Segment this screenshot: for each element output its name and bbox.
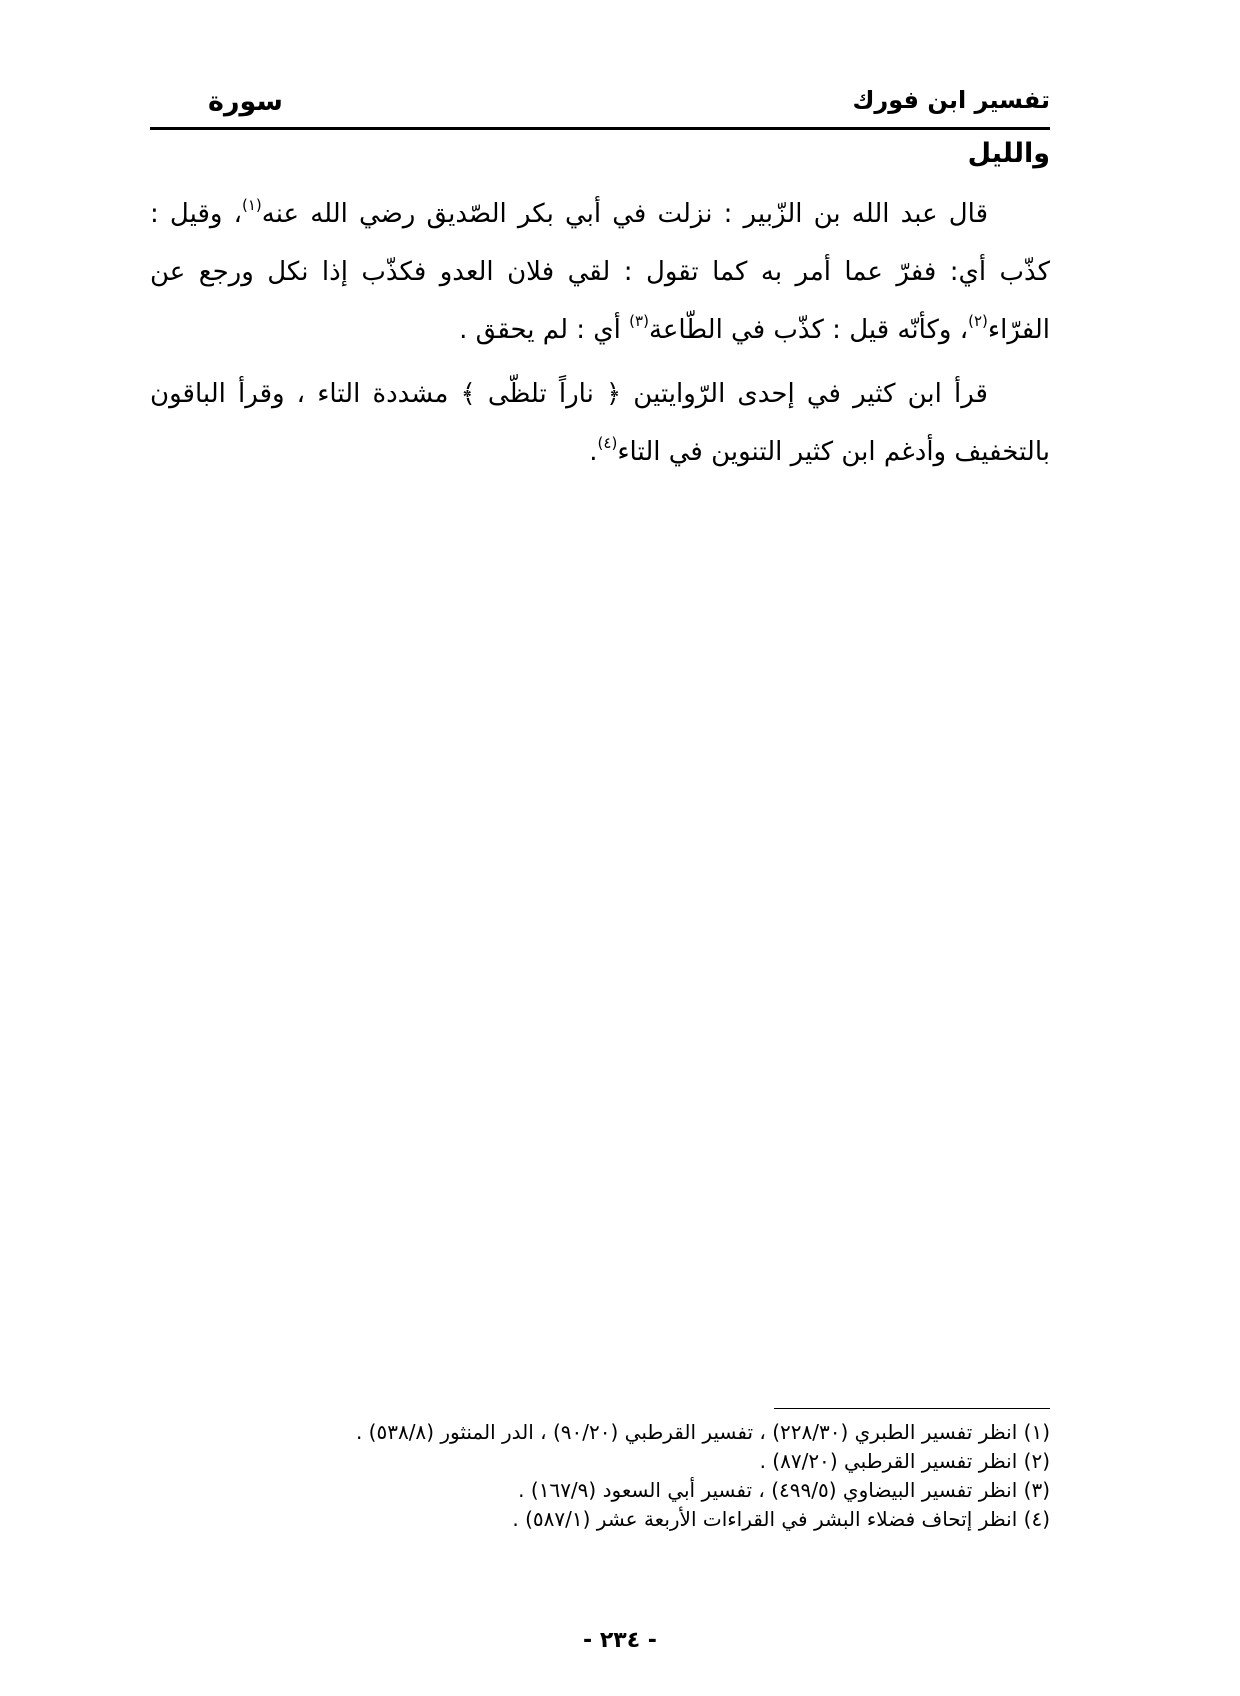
footnote: (٢) انظر تفسير القرطبي (٨٧/٢٠) . xyxy=(759,1449,1050,1473)
footnote-ref: (٣) xyxy=(629,312,649,330)
footnote-ref: (٤) xyxy=(597,434,618,452)
paragraph xyxy=(150,365,1050,481)
footnote: (٣) انظر تفسير البيضاوي (٤٩٩/٥) ، تفسير أبي السعود (١٦٧/٩) . xyxy=(518,1478,1050,1502)
running-header xyxy=(150,82,1050,126)
section-label: سورة xyxy=(208,86,283,117)
paragraph xyxy=(150,185,1050,359)
footnote-ref: (١) xyxy=(241,196,262,214)
header-divider xyxy=(150,127,1050,130)
footnotes xyxy=(150,1418,1050,1534)
paragraph-text: ، وقيل : كذّب أي: ففرّ عما أمر به كما تقول : لقي فلان العدو فكذّب إذا نكل ورجع عن الفرّاء xyxy=(150,199,1050,345)
book-title: تفسير ابن فورك xyxy=(852,86,1050,114)
paragraph-text: قال عبد الله بن الزّبير : نزلت في أبي بكر الصّديق رضي الله عنه xyxy=(261,199,988,229)
paragraph-text: أي : لم يحقق . xyxy=(459,315,630,345)
page-number: - ٢٣٤ - xyxy=(583,1628,657,1653)
main-text xyxy=(150,185,1050,487)
surah-heading: والليل xyxy=(967,138,1050,169)
paragraph-text: . xyxy=(589,437,598,467)
footnote: (٤) انظر إتحاف فضلاء البشر في القراءات الأربعة عشر (٥٨٧/١) . xyxy=(512,1507,1050,1531)
footnote-ref: (٢) xyxy=(968,312,988,330)
footnote-divider xyxy=(774,1408,1050,1409)
paragraph-text: قرأ ابن كثير في إحدى الرّوايتين ﴿ ناراً تلظّى ﴾ مشددة التاء ، وقرأ الباقون بالتخفيف وأدغم ابن كثير التنوين في التاء xyxy=(150,379,1050,467)
footnote: (١) انظر تفسير الطبري (٢٢٨/٣٠) ، تفسير القرطبي (٩٠/٢٠) ، الدر المنثور (٥٣٨/٨) . xyxy=(355,1420,1050,1444)
paragraph-text: ، وكأنّه قيل : كذّب في الطّاعة xyxy=(648,315,969,345)
